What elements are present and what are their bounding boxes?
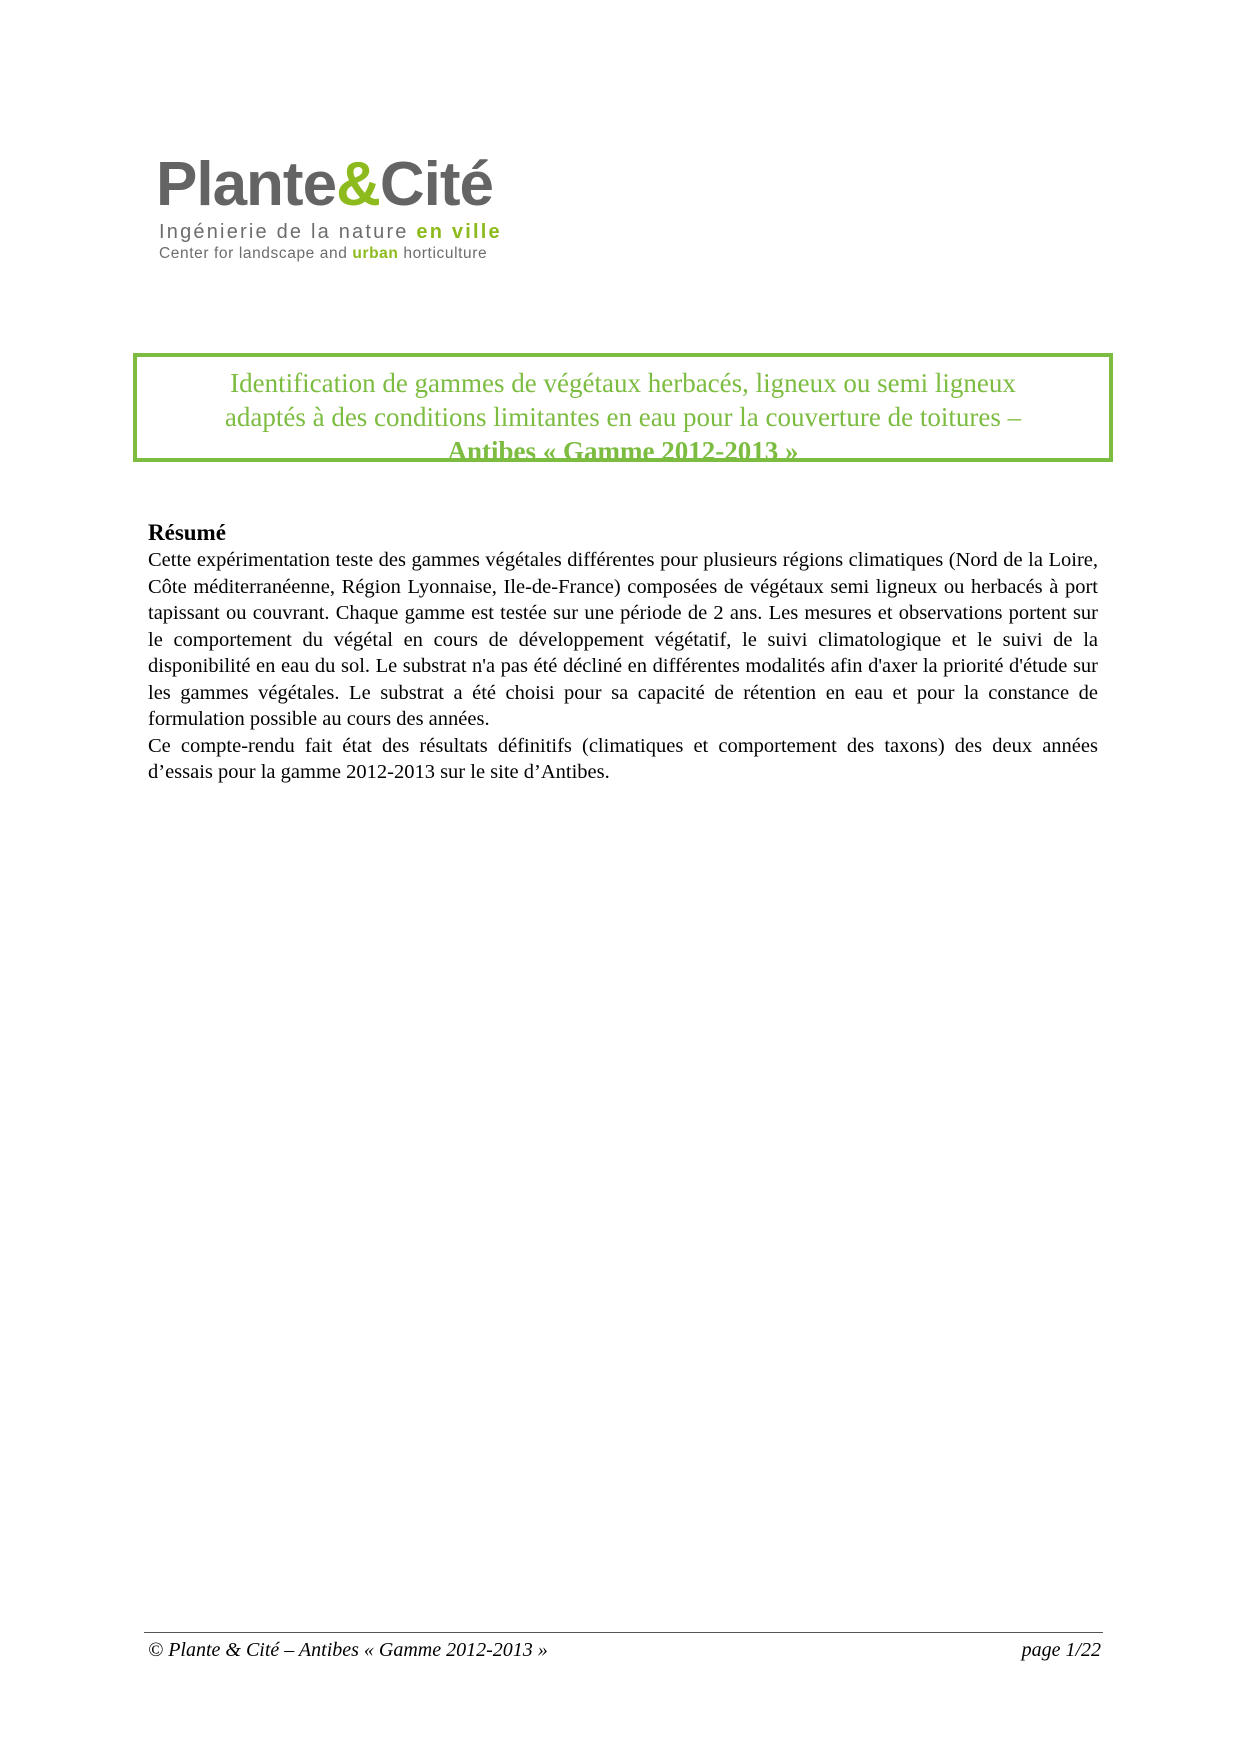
summary-paragraph-2: Ce compte-rendu fait état des résultats définitifs (climatiques et comportement des taxons) des deux années d’essais pour la gamme 2012-2013 sur le site d’Antibes. xyxy=(148,734,1098,783)
logo-tagline-en xyxy=(159,245,487,263)
page-footer xyxy=(144,1632,1103,1667)
tagline-fr-highlight: en ville xyxy=(416,221,502,243)
tagline-en-text: Center for landscape and xyxy=(159,245,353,262)
footer-page-number: page 1/22 xyxy=(1021,1639,1101,1661)
title-line-1: Identification de gammes de végétaux herbacés, ligneux ou semi ligneux xyxy=(230,368,1016,398)
summary-paragraph-1: Cette expérimentation teste des gammes végétales différentes pour plusieurs régions climatiques (Nord de la Loire, Côte méditerranéenne, Région Lyonnaise, Ile-de-France) composées de végétaux semi ligneux ou herbacés à port tapissant ou couvrant. Chaque gamme est testée sur une période de 2 ans. Les mesures et observations portent sur le comportement du végétal en cours de développement végétatif, le suivi climatologique et le suivi de la disponibilité en eau du sol. Le substrat n'a pas été décliné en différentes modalités afin d'axer la priorité d'étude sur les gammes végétales. Le substrat a été choisi pour sa capacité de rétention en eau et pour la constance de formulation possible au cours des années. xyxy=(148,549,1098,730)
document-title-box xyxy=(133,353,1113,466)
tagline-en-highlight: urban xyxy=(352,245,399,262)
logo-word-plante: Plante xyxy=(156,150,337,219)
footer-copyright: © Plante & Cité – Antibes « Gamme 2012-2013 » xyxy=(148,1639,548,1661)
title-line-3: Antibes « Gamme 2012-2013 » xyxy=(447,436,799,466)
summary-section xyxy=(148,519,1098,786)
logo-word-cite: Cité xyxy=(379,150,493,219)
tagline-en-end: horticulture xyxy=(398,245,488,262)
tagline-fr-text: Ingénierie de la nature xyxy=(159,221,417,243)
logo-wordmark xyxy=(156,150,493,220)
title-line-2: adaptés à des conditions limitantes en eau pour la couverture de toitures – xyxy=(224,402,1022,432)
plante-cite-logo xyxy=(156,150,546,270)
logo-ampersand: & xyxy=(336,150,380,219)
logo-tagline-fr xyxy=(159,221,502,244)
summary-heading: Résumé xyxy=(148,520,226,545)
